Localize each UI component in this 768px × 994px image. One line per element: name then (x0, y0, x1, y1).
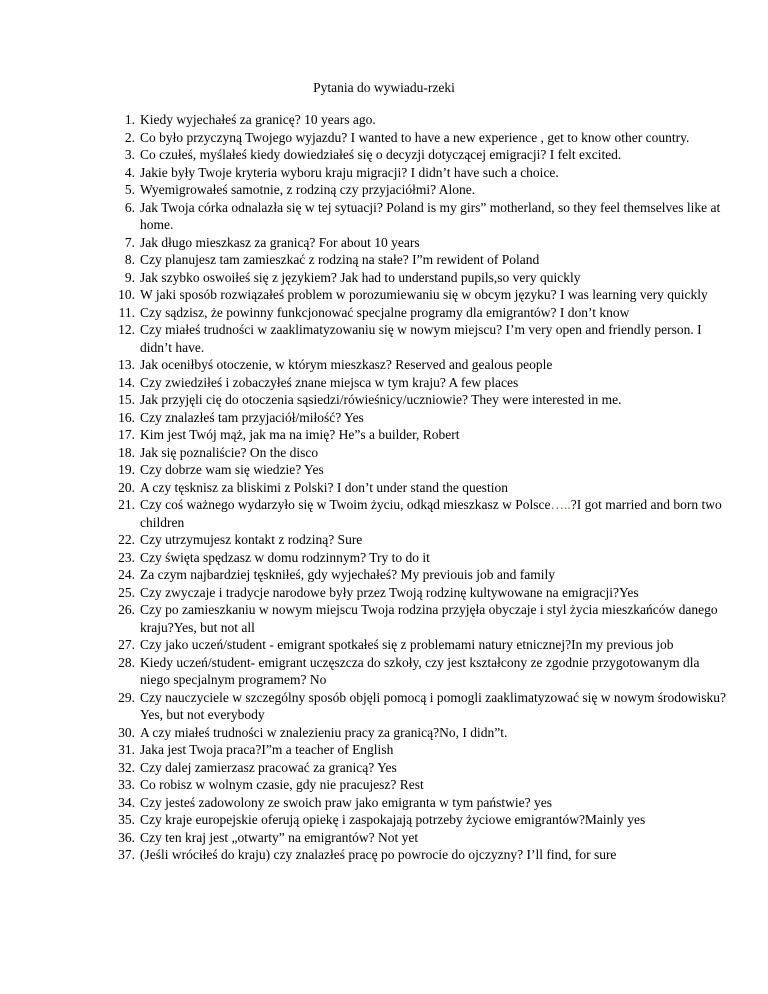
question-number: 26. (118, 602, 135, 617)
question-body: Czy jesteś zadowolony ze swoich praw jako emigranta w tym państwie? yes (140, 794, 553, 810)
question-text (140, 461, 730, 479)
question-number: 37. (118, 847, 135, 862)
question-body: Co było przyczyną Twojego wyjazdu? I wanted to have a new experience , get to know other country. (140, 129, 690, 145)
question-number: 34. (118, 794, 135, 810)
question-item (110, 234, 730, 252)
question-number: 35. (118, 812, 135, 827)
question-answer: ?I got married and born two children (140, 497, 722, 530)
question-text (140, 146, 730, 164)
question-body: Kim jest Twój mąż, jak ma na imię? He”s a builder, Robert (140, 427, 460, 442)
question-item (110, 409, 730, 427)
question-text (140, 759, 730, 777)
question-item (110, 251, 730, 269)
question-number: 12. (118, 322, 135, 337)
question-number: 3. (124, 147, 135, 162)
question-number: 30. (118, 724, 135, 740)
question-item (110, 654, 730, 689)
question-body: Wyemigrowałeś samotnie, z rodziną czy przyjaciółmi? Alone. (140, 182, 476, 197)
question-number: 29. (118, 689, 135, 705)
question-item (110, 601, 730, 636)
question-body: Czy coś ważnego wydarzyło się w Twoim życiu, odkąd mieszkasz w Polsce (140, 497, 551, 512)
question-text (140, 601, 730, 636)
question-body: Czy nauczyciele w szczególny sposób objęli pomocą i pomogli zaaklimatyzować się w nowym środowisku?Yes, but not everybody (140, 689, 726, 722)
question-number: 15. (118, 392, 135, 407)
question-item (110, 129, 730, 147)
question-number: 27. (118, 637, 135, 652)
question-number: 10. (118, 287, 135, 302)
question-body: Czy planujesz tam zamieszkać z rodziną na stałe? I”m rewident of Poland (140, 252, 540, 267)
question-number: 36. (118, 829, 135, 845)
question-body: Kiedy wyjechałeś za granicę? 10 years ago. (140, 112, 376, 127)
question-number: 33. (118, 777, 135, 792)
question-item (110, 356, 730, 374)
question-body: Co robisz w wolnym czasie, gdy nie pracujesz? Rest (140, 777, 424, 792)
question-body: Za czym najbardziej tęskniłeś, gdy wyjechałeś? My previouis job and family (140, 567, 555, 582)
question-text (140, 304, 730, 322)
question-number: 8. (124, 252, 135, 267)
question-body: Czy po zamieszkaniu w nowym miejscu Twoja rodzina przyjęła obyczaje i styl życia mieszkańców danego kraju?Yes, but not all (140, 602, 718, 635)
question-number: 31. (118, 742, 135, 757)
question-list (110, 111, 730, 864)
question-number: 25. (118, 584, 135, 600)
question-text (140, 846, 730, 864)
question-body: Czy ten kraj jest „otwarty” na emigrantów? Not yet (140, 829, 419, 845)
question-text (140, 426, 730, 444)
question-number: 17. (118, 427, 135, 442)
question-text (140, 269, 730, 287)
question-text (140, 776, 730, 794)
question-body: A czy tęsknisz za bliskimi z Polski? I don’t under stand the question (140, 479, 508, 495)
question-text (140, 811, 730, 829)
question-text (140, 794, 730, 812)
question-item (110, 794, 730, 812)
question-body: Czy utrzymujesz kontakt z rodziną? Sure (140, 532, 363, 547)
question-number: 19. (118, 462, 135, 477)
question-number: 9. (124, 269, 135, 285)
question-body: Czy kraje europejskie oferują opiekę i zaspokajają potrzeby życiowe emigrantów?Mainly yes (140, 812, 646, 827)
question-body: Jaka jest Twoja praca?I”m a teacher of English (140, 742, 394, 757)
question-number: 32. (118, 759, 135, 775)
question-number: 20. (118, 479, 135, 495)
question-item (110, 164, 730, 182)
question-text (140, 636, 730, 654)
question-number: 1. (124, 112, 135, 127)
question-item (110, 461, 730, 479)
question-item (110, 199, 730, 234)
question-item (110, 549, 730, 567)
question-text (140, 584, 730, 602)
question-item (110, 741, 730, 759)
question-text (140, 549, 730, 567)
question-body: Jak długo mieszkasz za granicą? For about 10 years (140, 234, 420, 250)
question-text (140, 111, 730, 129)
question-text (140, 689, 730, 724)
question-number: 14. (118, 374, 135, 390)
question-item (110, 444, 730, 462)
question-item (110, 269, 730, 287)
question-text (140, 391, 730, 409)
document-title: Pytania do wywiadu-rzeki (313, 80, 455, 95)
ellipsis-mark: ….. (550, 497, 571, 512)
question-item (110, 146, 730, 164)
question-body: Czy święta spędzasz w domu rodzinnym? Try to do it (140, 549, 430, 565)
question-body: A czy miałeś trudności w znalezieniu pracy za granicą?No, I didn”t. (140, 724, 508, 740)
question-body: Czy dalej zamierzasz pracować za granicą? Yes (140, 759, 397, 775)
question-item (110, 584, 730, 602)
question-item (110, 286, 730, 304)
question-item (110, 829, 730, 847)
question-text (140, 286, 730, 304)
question-item (110, 689, 730, 724)
question-text (140, 531, 730, 549)
question-body: (Jeśli wróciłeś do kraju) czy znalazłeś pracę po powrocie do ojczyzny? I’ll find, for sure (140, 847, 617, 862)
question-text (140, 234, 730, 252)
question-body: Jak szybko oswoiłeś się z językiem? Jak had to understand pupils,so very quickly (140, 269, 581, 285)
question-body: Jakie były Twoje kryteria wyboru kraju migracji? I didn’t have such a choice. (140, 164, 559, 180)
question-text (140, 829, 730, 847)
question-number: 28. (118, 654, 135, 670)
question-body: Czy zwiedziłeś i zobaczyłeś znane miejsca w tym kraju? A few places (140, 374, 519, 390)
question-text (140, 164, 730, 182)
question-number: 7. (124, 234, 135, 250)
question-text (140, 409, 730, 427)
question-text (140, 479, 730, 497)
question-number: 22. (118, 532, 135, 547)
question-item (110, 811, 730, 829)
question-number: 4. (124, 164, 135, 180)
question-text (140, 129, 730, 147)
question-body: Czy miałeś trudności w zaaklimatyzowaniu się w nowym miejscu? I’m very open and friendly person. I didn’t have. (140, 322, 702, 355)
question-text (140, 321, 730, 356)
question-text (140, 356, 730, 374)
question-body: Jak przyjęli cię do otoczenia sąsiedzi/rówieśnicy/uczniowie? They were interested in me. (140, 392, 622, 407)
question-text (140, 251, 730, 269)
question-item (110, 531, 730, 549)
question-item (110, 724, 730, 742)
question-number: 21. (118, 497, 135, 512)
question-body: Czy dobrze wam się wiedzie? Yes (140, 462, 324, 477)
question-item (110, 776, 730, 794)
question-text (140, 199, 730, 234)
question-text (140, 654, 730, 689)
question-item (110, 111, 730, 129)
question-body: Czy znalazłeś tam przyjaciół/miłość? Yes (140, 409, 364, 425)
question-item (110, 391, 730, 409)
question-item (110, 304, 730, 322)
question-text (140, 741, 730, 759)
question-body: Jak oceniłbyś otoczenie, w którym mieszkasz? Reserved and gealous people (140, 357, 553, 372)
question-item (110, 181, 730, 199)
question-item (110, 759, 730, 777)
question-item (110, 636, 730, 654)
question-text (140, 374, 730, 392)
question-body: Czy sądzisz, że powinny funkcjonować specjalne programy dla emigrantów? I don’t know (140, 304, 630, 320)
question-number: 6. (124, 199, 135, 215)
question-item (110, 374, 730, 392)
question-text (140, 724, 730, 742)
question-number: 18. (118, 444, 135, 460)
question-number: 16. (118, 409, 135, 425)
question-item (110, 846, 730, 864)
question-body: Co czułeś, myślałeś kiedy dowiedziałeś się o decyzji dotyczącej emigracji? I felt excited. (140, 147, 622, 162)
question-text (140, 496, 730, 531)
question-body: Czy zwyczaje i tradycje narodowe były przez Twoją rodzinę kultywowane na emigracji?Yes (140, 584, 639, 600)
question-item (110, 321, 730, 356)
question-number: 11. (118, 304, 135, 320)
question-number: 2. (124, 129, 135, 145)
question-number: 5. (124, 182, 135, 197)
question-body: Kiedy uczeń/student- emigrant uczęszcza do szkoły, czy jest kształcony ze zgodnie przygotowanym dla niego specjalnym programem? No (140, 654, 700, 687)
question-number: 24. (118, 567, 135, 582)
question-number: 13. (118, 357, 135, 372)
question-body: Jak Twoja córka odnalazła się w tej sytuacji? Poland is my girs” motherland, so they feel themselves like at home. (140, 199, 721, 232)
question-item (110, 496, 730, 531)
question-item (110, 566, 730, 584)
question-text (140, 181, 730, 199)
question-number: 23. (118, 549, 135, 565)
question-text (140, 444, 730, 462)
question-item (110, 426, 730, 444)
question-body: Czy jako uczeń/student - emigrant spotkałeś się z problemami natury etnicznej?In my previous job (140, 637, 674, 652)
question-item (110, 479, 730, 497)
question-body: Jak się poznaliście? On the disco (140, 444, 319, 460)
question-body: W jaki sposób rozwiązałeś problem w porozumiewaniu się w obcym języku? I was learning very quickly (140, 287, 708, 302)
question-text (140, 566, 730, 584)
